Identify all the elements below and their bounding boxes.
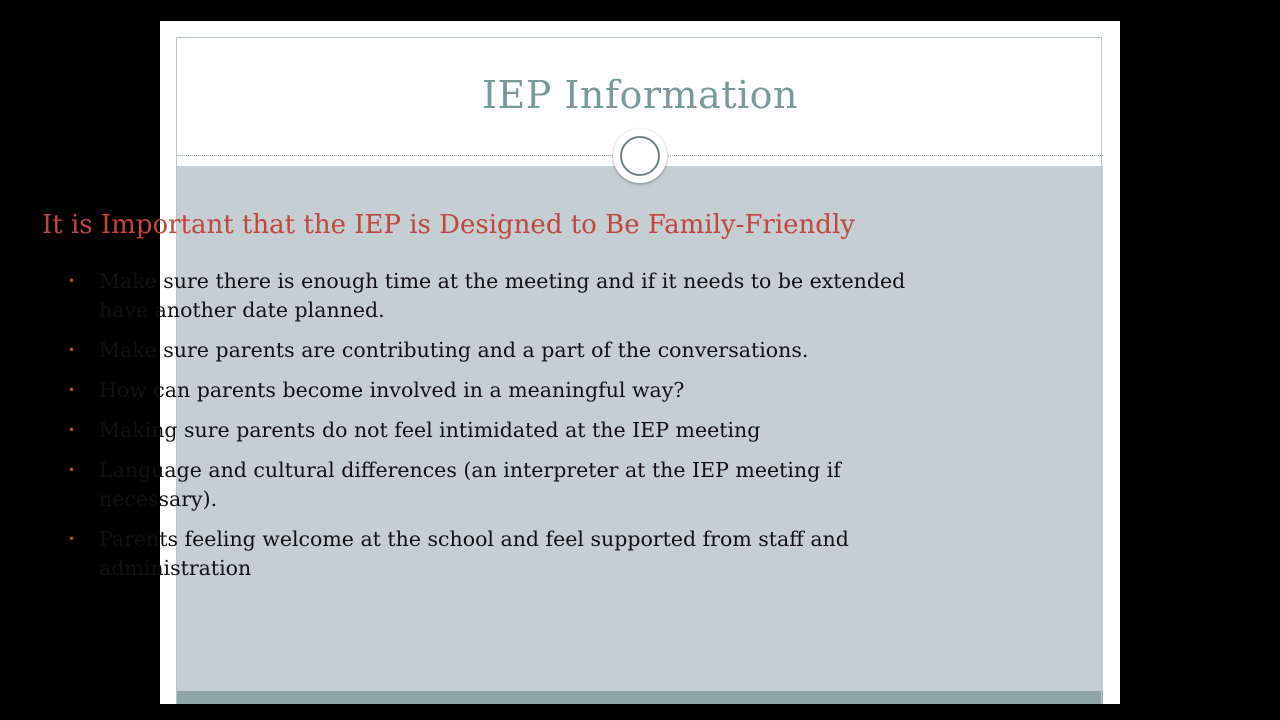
bullet-item xyxy=(62,376,922,405)
circle-ring xyxy=(620,136,660,176)
bullet-text: How can parents become involved in a meaningful way? xyxy=(99,378,685,402)
bullet-item xyxy=(62,525,922,583)
bullet-dot-icon: • xyxy=(68,274,76,288)
bullet-dot-icon: • xyxy=(68,423,76,437)
bullet-text: Make sure parents are contributing and a part of the conversations. xyxy=(99,338,809,362)
bullet-text: Make sure there is enough time at the meeting and if it needs to be extended have another date planned. xyxy=(99,269,906,322)
bullet-text: Making sure parents do not feel intimidated at the IEP meeting xyxy=(99,418,761,442)
slide-title: IEP Information xyxy=(482,73,798,117)
bullet-dot-icon: • xyxy=(68,463,76,477)
bullet-item xyxy=(62,416,922,445)
bullet-dot-icon: • xyxy=(68,343,76,357)
bullet-item xyxy=(62,456,922,514)
bullet-dot-icon: • xyxy=(68,532,76,546)
circle-ornament-icon xyxy=(613,129,667,183)
bullet-list xyxy=(62,267,922,594)
bullet-item xyxy=(62,336,922,365)
bullet-text: Parents feeling welcome at the school and feel supported from staff and administration xyxy=(99,527,849,580)
bullet-item xyxy=(62,267,922,325)
bullet-dot-icon: • xyxy=(68,383,76,397)
bullet-text: Language and cultural differences (an interpreter at the IEP meeting if necessary). xyxy=(99,458,841,511)
slide-subtitle: It is Important that the IEP is Designed to Be Family-Friendly xyxy=(42,210,855,240)
